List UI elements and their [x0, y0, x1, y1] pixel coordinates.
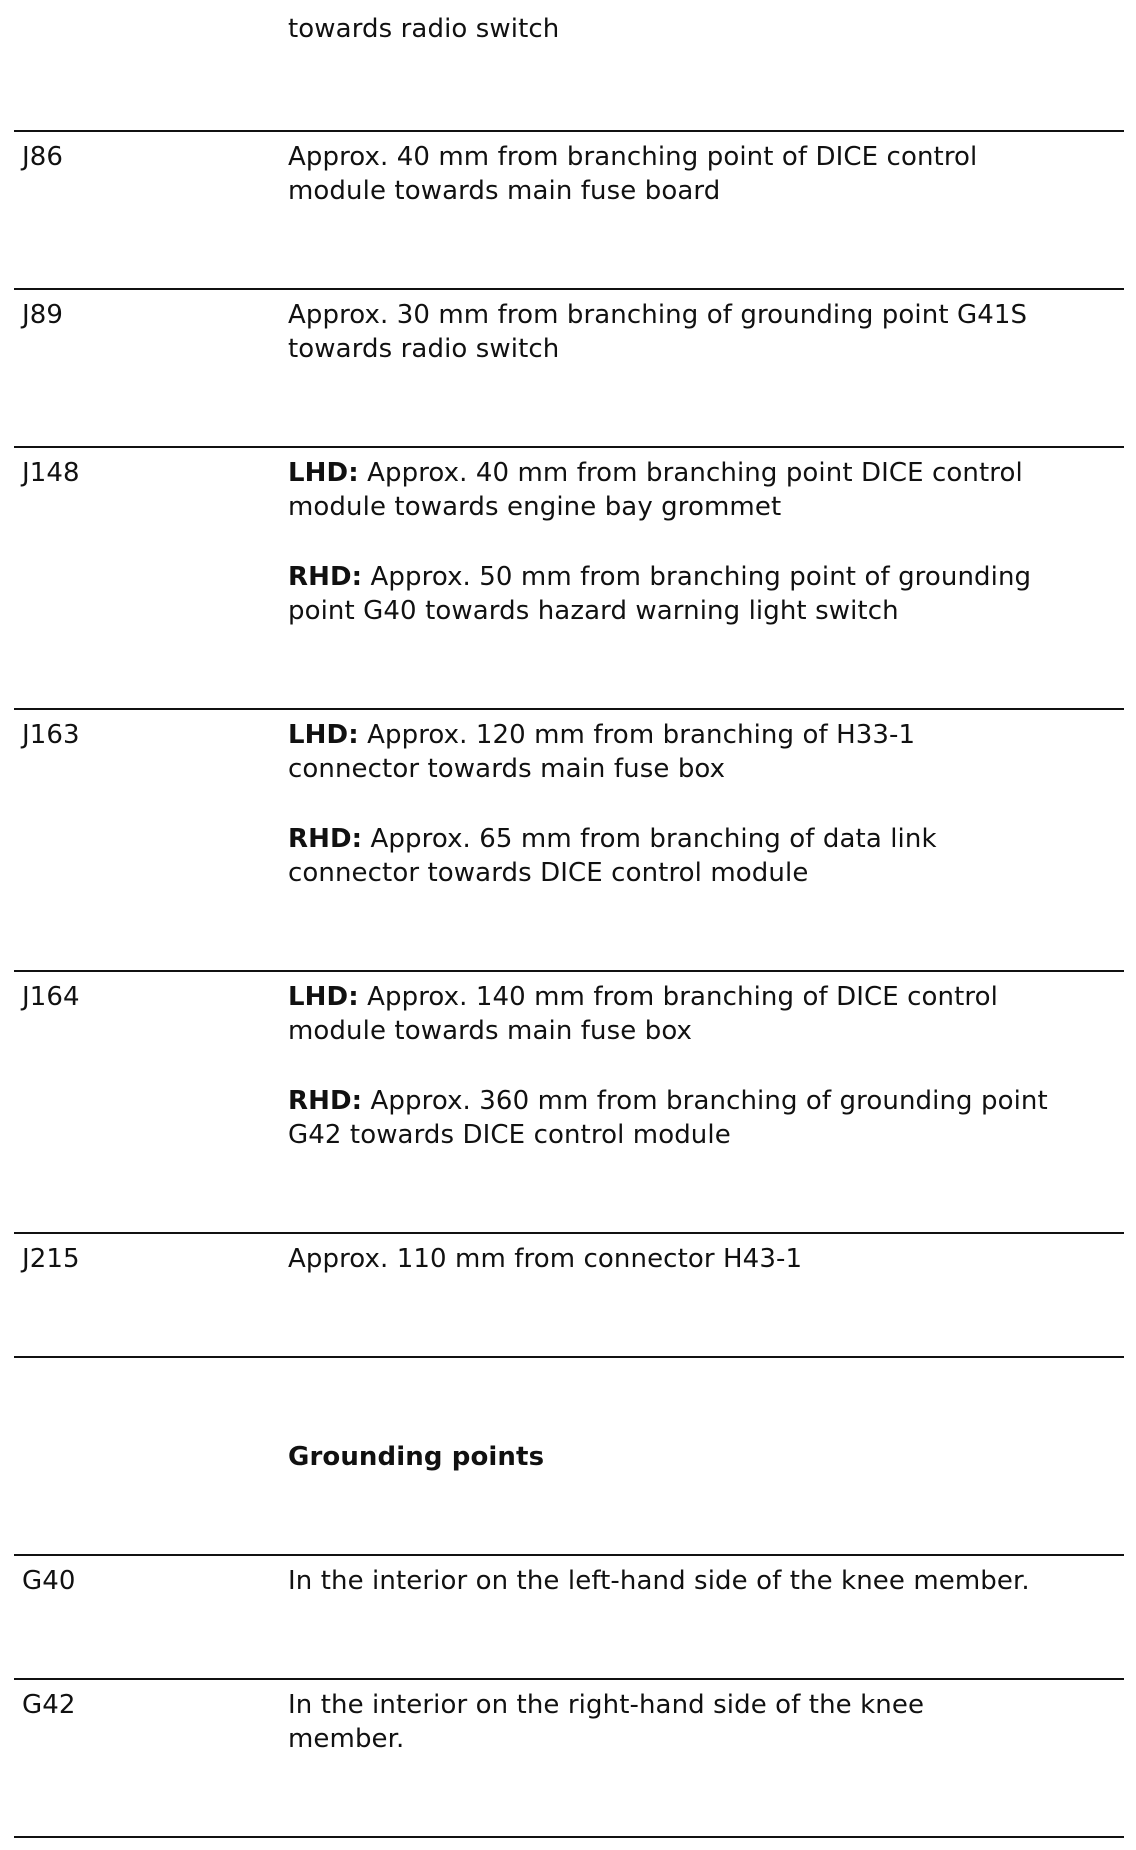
row-divider	[14, 708, 1124, 710]
rhd-label: RHD:	[288, 824, 363, 854]
row-divider	[14, 130, 1124, 132]
row-description-line	[288, 980, 998, 1014]
row-divider	[14, 1356, 1124, 1358]
row-divider	[14, 1554, 1124, 1556]
row-code-j148: J148	[22, 458, 80, 488]
row-divider	[14, 1836, 1124, 1838]
rhd-text: Approx. 65 mm from branching of data link	[370, 824, 937, 854]
row-description-line: module towards engine bay grommet	[288, 492, 782, 522]
row-description-line: Approx. 110 mm from connector H43-1	[288, 1244, 803, 1274]
row-divider	[14, 446, 1124, 448]
rhd-label: RHD:	[288, 562, 363, 592]
lhd-label: LHD:	[288, 720, 359, 750]
row-code-g40: G40	[22, 1566, 76, 1596]
row-code-j163: J163	[22, 720, 80, 750]
row-divider	[14, 288, 1124, 290]
row-description-line	[288, 560, 1031, 594]
lhd-label: LHD:	[288, 458, 359, 488]
row-code-j89: J89	[22, 300, 64, 330]
lhd-label: LHD:	[288, 982, 359, 1012]
row-description-line	[288, 822, 937, 856]
rhd-text: Approx. 360 mm from branching of grounding point	[370, 1086, 1048, 1116]
continued-description: towards radio switch	[288, 14, 560, 44]
row-code-g42: G42	[22, 1690, 76, 1720]
row-description-line: Approx. 40 mm from branching point of DICE control	[288, 142, 978, 172]
row-description-line: Approx. 30 mm from branching of grounding point G41S	[288, 300, 1028, 330]
lhd-text: Approx. 140 mm from branching of DICE control	[367, 982, 998, 1012]
row-description-line	[288, 456, 1023, 490]
row-description-line: G42 towards DICE control module	[288, 1120, 731, 1150]
row-description-line: towards radio switch	[288, 334, 560, 364]
row-divider	[14, 1678, 1124, 1680]
row-description-line: connector towards main fuse box	[288, 754, 726, 784]
row-description-line	[288, 718, 915, 752]
row-code-j215: J215	[22, 1244, 80, 1274]
row-description-line: In the interior on the left-hand side of the knee member.	[288, 1566, 1030, 1596]
row-description-line: module towards main fuse board	[288, 176, 721, 206]
row-description-line: member.	[288, 1724, 405, 1754]
row-description-line: point G40 towards hazard warning light switch	[288, 596, 899, 626]
rhd-text: Approx. 50 mm from branching point of grounding	[370, 562, 1032, 592]
row-divider	[14, 1232, 1124, 1234]
row-code-j86: J86	[22, 142, 64, 172]
row-description-line: connector towards DICE control module	[288, 858, 809, 888]
lhd-text: Approx. 40 mm from branching point DICE control	[367, 458, 1023, 488]
row-description-line: In the interior on the right-hand side of the knee	[288, 1690, 925, 1720]
row-description-line	[288, 1084, 1048, 1118]
row-code-j164: J164	[22, 982, 80, 1012]
row-divider	[14, 970, 1124, 972]
row-description-line: module towards main fuse box	[288, 1016, 693, 1046]
lhd-text: Approx. 120 mm from branching of H33-1	[367, 720, 916, 750]
rhd-label: RHD:	[288, 1086, 363, 1116]
section-heading-grounding-points: Grounding points	[288, 1442, 545, 1472]
